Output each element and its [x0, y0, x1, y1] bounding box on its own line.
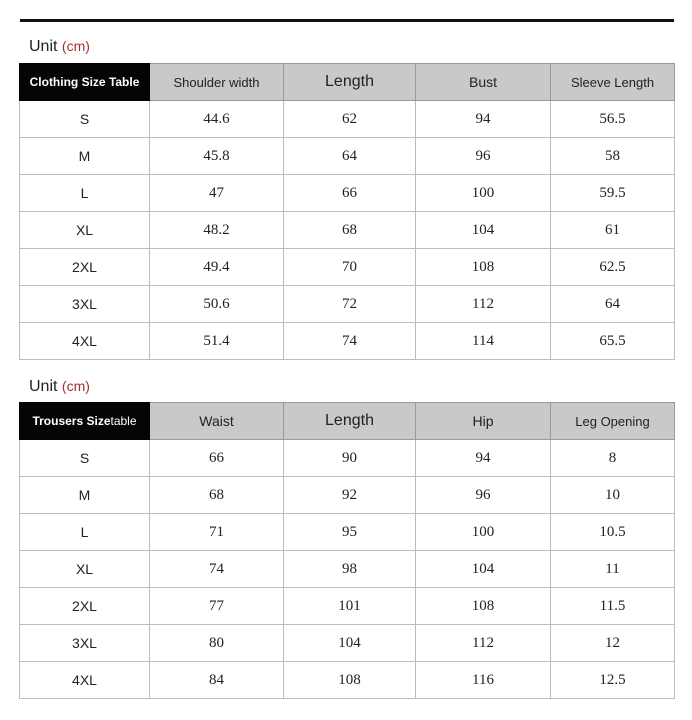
table-row [20, 323, 675, 360]
table-cell: 11.5 [551, 588, 675, 625]
table-cell: 8 [551, 440, 675, 477]
table-cell: 104 [416, 212, 551, 249]
table-cell: 66 [150, 440, 284, 477]
size-label: 3XL [20, 625, 150, 662]
table-cell: 45.8 [150, 138, 284, 175]
table-cell: 101 [284, 588, 416, 625]
table-cell: 56.5 [551, 101, 675, 138]
table-cell: 94 [416, 440, 551, 477]
table-cell: 51.4 [150, 323, 284, 360]
size-label: L [20, 514, 150, 551]
table-cell: 72 [284, 286, 416, 323]
table-cell: 70 [284, 249, 416, 286]
table-cell: 96 [416, 138, 551, 175]
table-cell: 104 [284, 625, 416, 662]
table-cell: 12.5 [551, 662, 675, 699]
table-cell: 112 [416, 625, 551, 662]
table-cell: 10.5 [551, 514, 675, 551]
table-cell: 77 [150, 588, 284, 625]
table-cell: 84 [150, 662, 284, 699]
table-row [20, 514, 675, 551]
table-cell: 98 [284, 551, 416, 588]
size-label: M [20, 138, 150, 175]
table-row [20, 440, 675, 477]
table-cell: 71 [150, 514, 284, 551]
table-cell: 62.5 [551, 249, 675, 286]
trousers-size-table [19, 402, 675, 699]
size-label: 2XL [20, 249, 150, 286]
table-cell: 47 [150, 175, 284, 212]
table-cell: 58 [551, 138, 675, 175]
size-label: XL [20, 551, 150, 588]
top-divider [20, 19, 674, 22]
table-cell: 59.5 [551, 175, 675, 212]
table-cell: 66 [284, 175, 416, 212]
table-cell: 90 [284, 440, 416, 477]
trousers-table-title [20, 403, 150, 440]
size-label: M [20, 477, 150, 514]
unit-label: Unit [29, 378, 58, 395]
table-row [20, 175, 675, 212]
size-label: 3XL [20, 286, 150, 323]
clothing-table-title: Clothing Size Table [20, 64, 150, 101]
table-row [20, 212, 675, 249]
table-cell: 61 [551, 212, 675, 249]
table-cell: 68 [284, 212, 416, 249]
header-shoulder-width: Shoulder width [150, 64, 284, 101]
unit-label: Unit [29, 38, 58, 55]
table-cell: 112 [416, 286, 551, 323]
table-cell: 108 [416, 249, 551, 286]
header-leg-opening: Leg Opening [551, 403, 675, 440]
table-cell: 100 [416, 175, 551, 212]
unit-value: (cm) [61, 378, 90, 394]
table-cell: 50.6 [150, 286, 284, 323]
table-cell: 92 [284, 477, 416, 514]
table-cell: 49.4 [150, 249, 284, 286]
header-length: Length [284, 403, 416, 440]
table-cell: 48.2 [150, 212, 284, 249]
table-cell: 44.6 [150, 101, 284, 138]
table-cell: 62 [284, 101, 416, 138]
table-row [20, 477, 675, 514]
table-cell: 104 [416, 551, 551, 588]
table-cell: 74 [284, 323, 416, 360]
header-bust: Bust [416, 64, 551, 101]
table-cell: 100 [416, 514, 551, 551]
size-label: S [20, 101, 150, 138]
size-label: S [20, 440, 150, 477]
table-cell: 74 [150, 551, 284, 588]
header-sleeve-length: Sleeve Length [551, 64, 675, 101]
clothing-size-table [19, 63, 675, 360]
trousers-unit-caption [29, 378, 90, 396]
table-row [20, 249, 675, 286]
table-cell: 95 [284, 514, 416, 551]
table-row [20, 551, 675, 588]
table-cell: 64 [551, 286, 675, 323]
table-row [20, 588, 675, 625]
clothing-unit-caption [29, 38, 90, 56]
table-cell: 108 [416, 588, 551, 625]
trousers-header-row [20, 403, 675, 440]
table-cell: 65.5 [551, 323, 675, 360]
header-length: Length [284, 64, 416, 101]
table-cell: 10 [551, 477, 675, 514]
table-cell: 11 [551, 551, 675, 588]
table-cell: 64 [284, 138, 416, 175]
size-label: L [20, 175, 150, 212]
table-cell: 94 [416, 101, 551, 138]
table-row [20, 662, 675, 699]
table-cell: 116 [416, 662, 551, 699]
table-cell: 108 [284, 662, 416, 699]
table-row [20, 286, 675, 323]
table-row [20, 625, 675, 662]
size-label: 2XL [20, 588, 150, 625]
trousers-title-suffix: table [110, 414, 137, 428]
size-label: XL [20, 212, 150, 249]
header-waist: Waist [150, 403, 284, 440]
table-cell: 114 [416, 323, 551, 360]
header-hip: Hip [416, 403, 551, 440]
table-cell: 80 [150, 625, 284, 662]
table-cell: 12 [551, 625, 675, 662]
trousers-title-main: Trousers Size [32, 414, 111, 428]
size-label: 4XL [20, 662, 150, 699]
size-label: 4XL [20, 323, 150, 360]
table-row [20, 101, 675, 138]
unit-value: (cm) [61, 38, 90, 54]
table-cell: 96 [416, 477, 551, 514]
table-row [20, 138, 675, 175]
table-cell: 68 [150, 477, 284, 514]
clothing-header-row [20, 64, 675, 101]
